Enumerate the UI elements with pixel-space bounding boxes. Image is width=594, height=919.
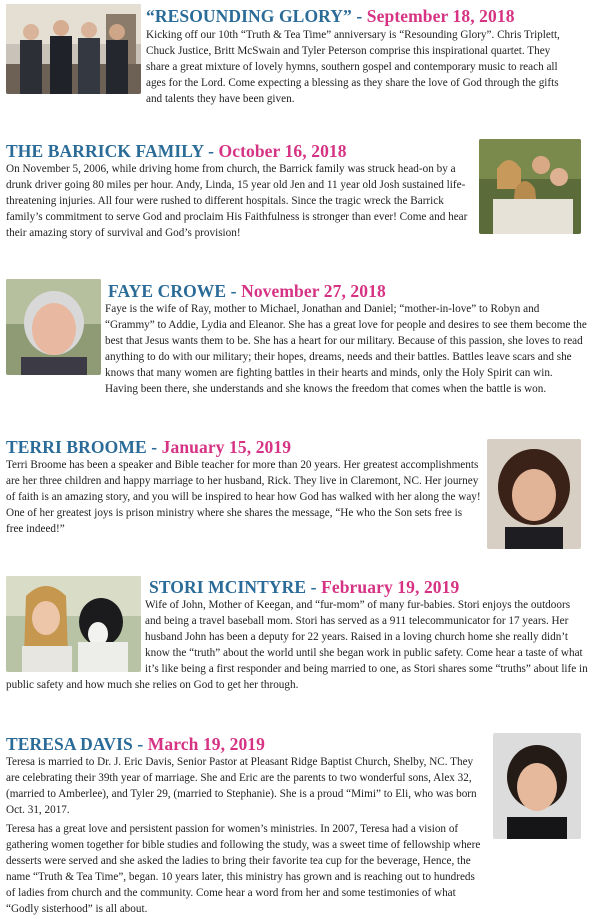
family-photo — [479, 139, 581, 234]
description-paragraph: Terri Broome has been a speaker and Bible teacher for more than 20 years. Her greatest accomplishments are her three children and happy marriage to her husband, Rick. They live in Claremont, NC. Her journey of faith is an amazing story, and you will be inspired to hear how God has walked with her along the way! One of her greatest joys is prison ministry where she shares the message, “He who the Son sets free is free indeed!” — [6, 459, 481, 535]
event-description — [6, 755, 486, 819]
event-description — [146, 28, 576, 108]
event-terri-broome — [6, 437, 481, 538]
event-date: November 27, 2018 — [241, 281, 386, 301]
title-separator: - — [356, 6, 363, 26]
event-stori-mcintyre — [6, 577, 588, 693]
event-title — [6, 141, 476, 161]
event-name: THE BARRICK FAMILY — [6, 141, 204, 161]
event-title — [6, 577, 588, 597]
event-name: TERESA DAVIS — [6, 734, 133, 754]
event-title — [146, 6, 576, 26]
event-resounding-glory — [146, 6, 576, 108]
event-name: STORI MCINTYRE — [149, 577, 307, 597]
event-date: January 15, 2019 — [161, 437, 292, 457]
event-description — [6, 162, 476, 242]
event-date: October 16, 2018 — [218, 141, 347, 161]
event-name: TERRI BROOME — [6, 437, 147, 457]
description-paragraph: Teresa is married to Dr. J. Eric Davis, Senior Pastor at Pleasant Ridge Baptist Church, Shelby, NC. They are celebrating their 39th year of marriage. She and Eric are the parents to two wonderful sons, Alex 32, (married to Amberlee), and Tyler 29, (married to Stephanie). She is a proud “Mimi” to Eli, who was born Oct. 31, 2017. — [6, 756, 477, 816]
event-title — [6, 734, 486, 754]
description-paragraph: Faye is the wife of Ray, mother to Michael, Jonathan and Daniel; “mother-in-love” to Robyn and “Grammy” to Addie, Lydia and Eleanor. She has a great love for people and desires to see them become the best that Jesus wants them to be. She has a heart for our military. Because of this passion, she loves to read anything to do with our military; their hopes, dreams, needs and their battles. Battles leave scars and she knows that many women are fighting battles in their hearts and minds, only the Holy Spirit can win. Having been there, she understands and she knows the freedom that comes when the battle is won. — [105, 303, 587, 395]
event-description-continued — [6, 822, 484, 917]
description-paragraph: On November 5, 2006, while driving home from church, the Barrick family was struck head-on by a drunk driver going 80 miles per hour. Andy, Linda, 15 year old Jen and 11 year old Josh sustained life-threatening injuries. All four were rushed to different hospitals. Since the tragic wreck the Barrick family’s commitment to serve God and proclaim His Faithfulness is stronger than ever! Come and hear their amazing story of survival and God’s provision! — [6, 163, 468, 239]
event-description — [6, 302, 588, 397]
event-faye-crowe — [6, 281, 588, 397]
title-separator: - — [208, 141, 214, 161]
event-date: March 19, 2019 — [147, 734, 265, 754]
title-separator: - — [137, 734, 144, 754]
title-separator: - — [230, 281, 237, 301]
event-teresa-davis — [6, 734, 486, 819]
event-title — [6, 281, 588, 301]
description-paragraph: Wife of John, Mother of Keegan, and “fur-mom” of many fur-babies. Stori enjoys the outdoors and being a travel baseball mom. Stori has served as a 911 telecommunicator for 17 years. Her husband John has been a deputy for 22 years. Raised in a loving church home she really didn’t know the “truth” about the world until she began work in public safety. Come hear a taste of what it’s like being a first responder and being married to one, as Stori shares some “truths” about life in public safety and how much she relies on God to get her through. — [6, 599, 588, 691]
quartet-photo — [6, 4, 141, 94]
event-name: “RESOUNDING GLORY” — [146, 6, 352, 26]
event-date: September 18, 2018 — [366, 6, 515, 26]
event-date: February 19, 2019 — [321, 577, 460, 597]
title-separator: - — [151, 437, 158, 457]
description-paragraph: Kicking off our 10th “Truth & Tea Time” anniversary is “Resounding Glory”. Chris Triplett, Chuck Justice, Britt McSwain and Tyler Peterson comprise this inspirational quartet. They share a great mixture of lovely hymns, southern gospel and contemporary music to reach all ages for the Lord. Come expecting a blessing as they share the love of God through the gifts and talents they have been given. — [146, 29, 560, 105]
event-description — [6, 458, 481, 538]
description-paragraph: Teresa has a great love and persistent passion for women’s ministries. In 2007, Teresa had a vision of gathering women together for bible studies and following the study, was a sweet time of fellowship where desserts were served and she asked the ladies to bring their favorite tea cup for the beverage, Hence, the name “Truth & Tea Time”, began. 10 years later, this ministry has grown and is reaching out to hundreds of ladies from church and the community. Come hear a word from her and some testimonies of what “Godly sisterhood” is all about. — [6, 823, 481, 915]
portrait-photo — [487, 439, 581, 549]
event-description — [6, 598, 588, 693]
event-title — [6, 437, 481, 457]
title-separator: - — [310, 577, 317, 597]
portrait-photo — [493, 733, 581, 839]
event-name: FAYE CROWE — [108, 281, 227, 301]
event-barrick-family — [6, 141, 476, 242]
